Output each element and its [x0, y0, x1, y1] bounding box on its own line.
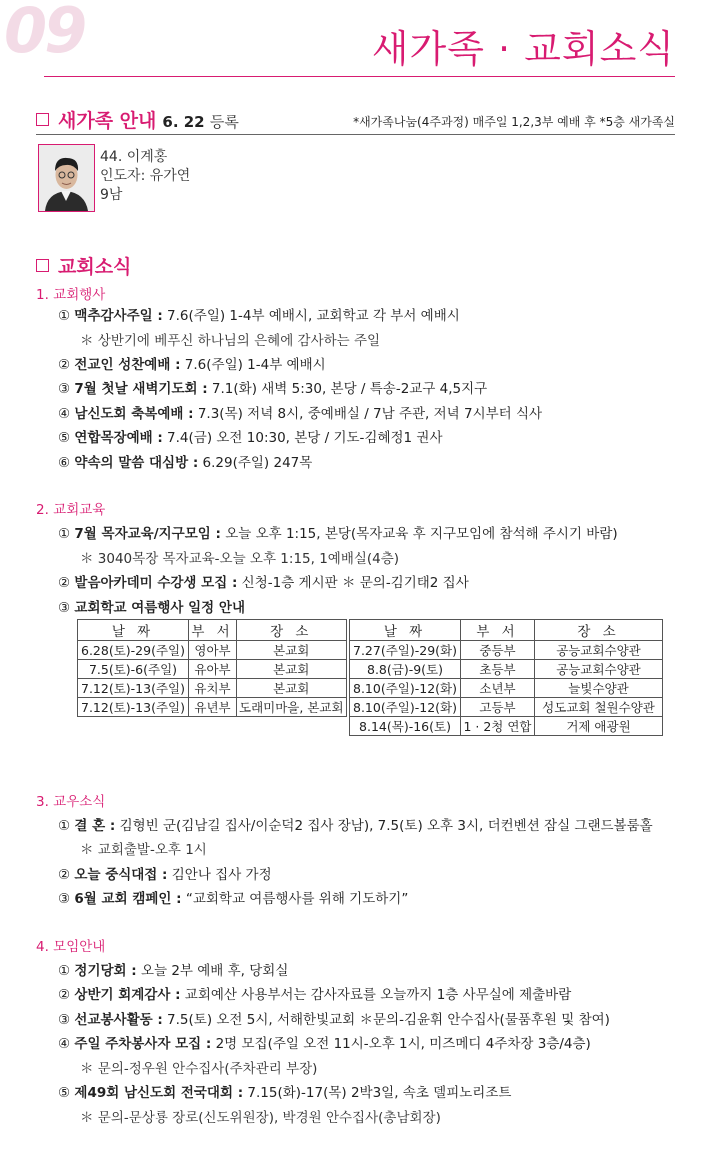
newfamily-divider	[36, 134, 675, 135]
table-row: 7.12(토)-13(주일) 유년부 도래미마을, 본교회	[78, 698, 347, 717]
list-item: ③ 6월 교회 캠페인 : “교회학교 여름행사를 위해 기도하기”	[58, 891, 409, 907]
table-row: 8.10(주일)-12(화) 고등부 성도교회 철원수양관	[350, 698, 663, 717]
list-note: ＊ 상반기에 베푸신 하나님의 은혜에 감사하는 주일	[80, 333, 381, 349]
square-bullet-icon	[36, 113, 49, 126]
table-row: 8.10(주일)-12(화) 소년부 늘빛수양관	[350, 679, 663, 698]
registration-label: 등록	[209, 113, 239, 131]
table-row: 8.8(금)-9(토) 초등부 공능교회수양관	[350, 660, 663, 679]
table-row: 7.27(주일)-29(화) 중등부 공능교회수양관	[350, 641, 663, 660]
list-item: ④ 주일 주차봉사자 모집 : 2명 모집(주일 오전 11시-오후 1시, 미즈메디 4주차장 3층/4층)	[58, 1036, 591, 1052]
page-number: 09	[4, 0, 85, 67]
list-item: ⑤ 연합목장예배 : 7.4(금) 오전 10:30, 본당 / 기도-김혜정1 권사	[58, 430, 443, 446]
table-header: 날 짜 부 서 장 소	[78, 620, 347, 641]
list-note: ＊ 문의-정우원 안수집사(주차관리 부장)	[80, 1061, 318, 1077]
list-note: ＊ 문의-문상룡 장로(신도위원장), 박경원 안수집사(총남회장)	[80, 1110, 441, 1126]
newfamily-heading: 새가족 안내 6. 22 등록	[36, 106, 239, 133]
title-divider	[44, 76, 675, 77]
schedule-table-left	[77, 619, 347, 717]
newcomer-info	[100, 148, 190, 205]
list-item: ⑥ 약속의 말씀 대심방 : 6.29(주일) 247목	[58, 455, 313, 471]
newfamily-notice: *새가족나눔(4주과정) 매주일 1,2,3부 예배 후 *5층 새가족실	[353, 115, 675, 129]
meetings-title: 4. 모임안내	[36, 939, 106, 955]
list-item: ② 전교인 성찬예배 : 7.6(주일) 1-4부 예배시	[58, 357, 326, 373]
list-item: ③ 선교봉사활동 : 7.5(토) 오전 5시, 서해한빛교회 ＊문의-김윤휘 안수집사(물품후원 및 참여)	[58, 1012, 610, 1028]
table-row: 7.12(토)-13(주일) 유치부 본교회	[78, 679, 347, 698]
events-title: 1. 교회행사	[36, 287, 106, 303]
table-row: 7.5(토)-6(주일) 유아부 본교회	[78, 660, 347, 679]
education-title: 2. 교회교육	[36, 502, 106, 518]
list-item: ③ 7월 첫날 새벽기도회 : 7.1(화) 새벽 5:30, 본당 / 특송-2교구 4,5지구	[58, 381, 488, 397]
list-item: ④ 남신도회 축복예배 : 7.3(목) 저녁 8시, 중예배실 / 7남 주관, 저녁 7시부터 식사	[58, 406, 543, 422]
news-heading: 교회소식	[36, 252, 131, 279]
list-item: ① 7월 목자교육/지구모임 : 오늘 오후 1:15, 본당(목자교육 후 지구모임에 참석해 주시기 바람)	[58, 526, 618, 542]
list-item: ① 결 혼 : 김형빈 군(김남길 집사/이순덕2 집사 장남), 7.5(토) 오후 3시, 더컨벤션 잠실 그랜드볼룸홀	[58, 818, 653, 834]
square-bullet-icon	[36, 259, 49, 272]
schedule-table-right	[349, 619, 663, 736]
members-title: 3. 교우소식	[36, 794, 106, 810]
list-item: ② 발음아카데미 수강생 모집 : 신청-1층 게시판 ＊ 문의-김기태2 집사	[58, 575, 469, 591]
newcomer-guide: 인도자: 유가연	[100, 168, 191, 184]
list-item: ① 맥추감사주일 : 7.6(주일) 1-4부 예배시, 교회학교 각 부서 예배시	[58, 308, 460, 324]
newcomer-name: 44. 이계홍	[100, 149, 168, 165]
table-header: 날 짜 부 서 장 소	[350, 620, 663, 641]
list-item: ③ 교회학교 여름행사 일정 안내	[58, 600, 245, 616]
newcomer-photo	[38, 144, 95, 212]
table-row: 6.28(토)-29(주일) 영아부 본교회	[78, 641, 347, 660]
list-item: ② 오늘 중식대접 : 김안나 집사 가정	[58, 867, 272, 883]
table-row: 8.14(목)-16(토) 1 · 2청 연합 거제 애광원	[350, 717, 663, 736]
list-item: ② 상반기 회계감사 : 교회예산 사용부서는 감사자료를 오늘까지 1층 사무실에 제출바람	[58, 987, 572, 1003]
page-title: 새가족 · 교회소식	[371, 27, 675, 71]
list-item: ① 정기당회 : 오늘 2부 예배 후, 당회실	[58, 963, 289, 979]
list-note: ＊ 3040목장 목자교육-오늘 오후 1:15, 1예배실(4층)	[80, 551, 400, 567]
newcomer-group: 9남	[100, 187, 123, 203]
list-item: ⑤ 제49회 남신도회 전국대회 : 7.15(화)-17(목) 2박3일, 속초 델피노리조트	[58, 1085, 512, 1101]
list-note: ＊ 교회출발-오후 1시	[80, 842, 207, 858]
registration-date: 6. 22	[162, 113, 205, 131]
